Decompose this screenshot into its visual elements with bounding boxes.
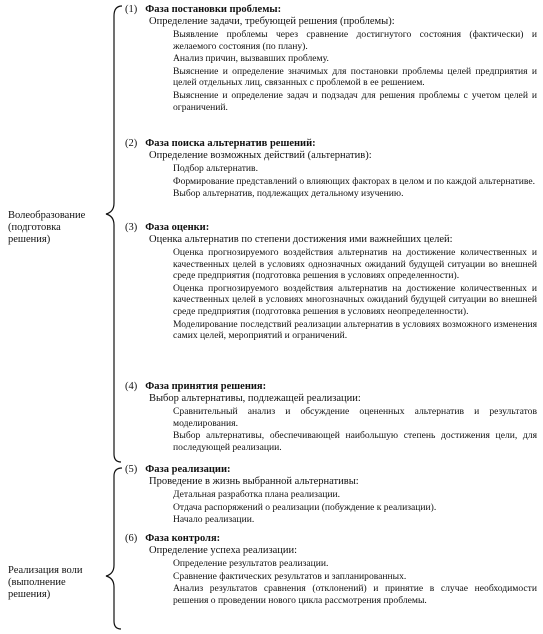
phase-item: Выявление проблемы через сравнение достигнутого состояния (фактически) и желаемого состояния (по плану). bbox=[173, 29, 537, 52]
phase-item: Выбор альтернативы, обеспечивающей наибольшую степень достижения цели, для последующей реализации. bbox=[173, 430, 537, 453]
phase-item: Оценка прогнозируемого воздействия альтернатив на достижение количественных и качественных целей в условиях многозначных ожиданий будущей ситуации во внешней среде предприятия (подготовка решения в условиях неопределенности). bbox=[173, 282, 537, 317]
phase-number: (6) bbox=[125, 533, 138, 544]
phase-subtitle: Проведение в жизнь выбранной альтернативы: bbox=[149, 476, 359, 487]
brace-will-formation bbox=[106, 6, 122, 462]
phase-subtitle: Определение возможных действий (альтернатив): bbox=[149, 150, 372, 161]
phase-5 bbox=[125, 464, 537, 526]
phase-item: Формирование представлений о влияющих факторах в целом и по каждой альтернативе. bbox=[173, 175, 536, 187]
phase-number: (5) bbox=[125, 464, 138, 475]
brace-will-realization bbox=[106, 468, 122, 629]
phase-title-text: Фаза оценки: bbox=[145, 222, 210, 233]
phase-item: Детальная разработка плана реализации. bbox=[173, 489, 341, 500]
phase-item: Подбор альтернатив. bbox=[173, 163, 258, 174]
phase-item: Определение результатов реализации. bbox=[173, 558, 329, 569]
phase-title bbox=[125, 138, 537, 150]
phase-item: Выяснение и определение значимых для постановки проблемы целей предприятия и целей отдельных лиц, связанных с проблемой в ее решением. bbox=[173, 65, 537, 89]
phase-title bbox=[125, 533, 537, 545]
phase-title bbox=[125, 4, 537, 16]
phase-3 bbox=[125, 222, 537, 342]
phase-item: Сравнительный анализ и обсуждение оцененных альтернатив и результатов моделирования. bbox=[173, 406, 537, 429]
phase-1 bbox=[125, 4, 537, 113]
label-will-realization: Реализация воли (выполнение решения) bbox=[8, 565, 83, 600]
phase-title-text: Фаза принятия решения: bbox=[145, 381, 267, 392]
phase-2 bbox=[125, 138, 537, 200]
phase-number: (2) bbox=[125, 138, 138, 149]
phase-title-text: Фаза контроля: bbox=[145, 533, 221, 544]
phase-item: Сравнение фактических результатов и запланированных. bbox=[173, 570, 407, 582]
phase-number: (1) bbox=[125, 4, 138, 15]
phase-title bbox=[125, 381, 537, 393]
phase-subtitle: Определение задачи, требующей решения (проблемы): bbox=[149, 16, 395, 27]
phase-item: Моделирование последствий реализации альтернатив в условиях возможного изменения самих целей, мероприятий и ограничений. bbox=[173, 318, 537, 342]
phase-item: Анализ результатов сравнения (отклонений) и принятие в случае необходимости решения о проведении нового цикла рассмотрения проблемы. bbox=[173, 583, 537, 606]
phase-4 bbox=[125, 381, 537, 453]
phase-item: Оценка прогнозируемого воздействия альтернатив на достижение количественных и качественных целей в условиях однозначных ожиданий будущей ситуации во внешней среде предприятия (подготовка решения в условиях определенности). bbox=[173, 247, 537, 282]
phase-title bbox=[125, 464, 537, 476]
phase-item: Выбор альтернатив, подлежащих детальному изучению. bbox=[173, 188, 404, 200]
phase-title-text: Фаза реализации: bbox=[145, 464, 231, 475]
phase-subtitle: Выбор альтернативы, подлежащей реализации: bbox=[149, 393, 361, 404]
label-will-formation: Волеобразование (подготовка решения) bbox=[8, 210, 86, 245]
phase-subtitle: Определение успеха реализации: bbox=[149, 545, 298, 556]
phase-number: (3) bbox=[125, 222, 138, 233]
phase-item: Анализ причин, вызвавших проблему. bbox=[173, 53, 329, 65]
phase-subtitle: Оценка альтернатив по степени достижения ими важнейших целей: bbox=[149, 234, 453, 245]
phase-number: (4) bbox=[125, 381, 138, 392]
phase-title-text: Фаза поиска альтернатив решений: bbox=[145, 138, 316, 149]
phase-item: Начало реализации. bbox=[173, 514, 255, 526]
phase-item: Отдача распоряжений о реализации (побуждение к реализации). bbox=[173, 501, 437, 513]
phase-item: Выяснение и определение задач и подзадач для решения проблемы с учетом целей и ограничений. bbox=[173, 89, 537, 113]
phase-title-text: Фаза постановки проблемы: bbox=[145, 4, 282, 15]
phase-6 bbox=[125, 533, 537, 606]
phase-title bbox=[125, 222, 537, 234]
